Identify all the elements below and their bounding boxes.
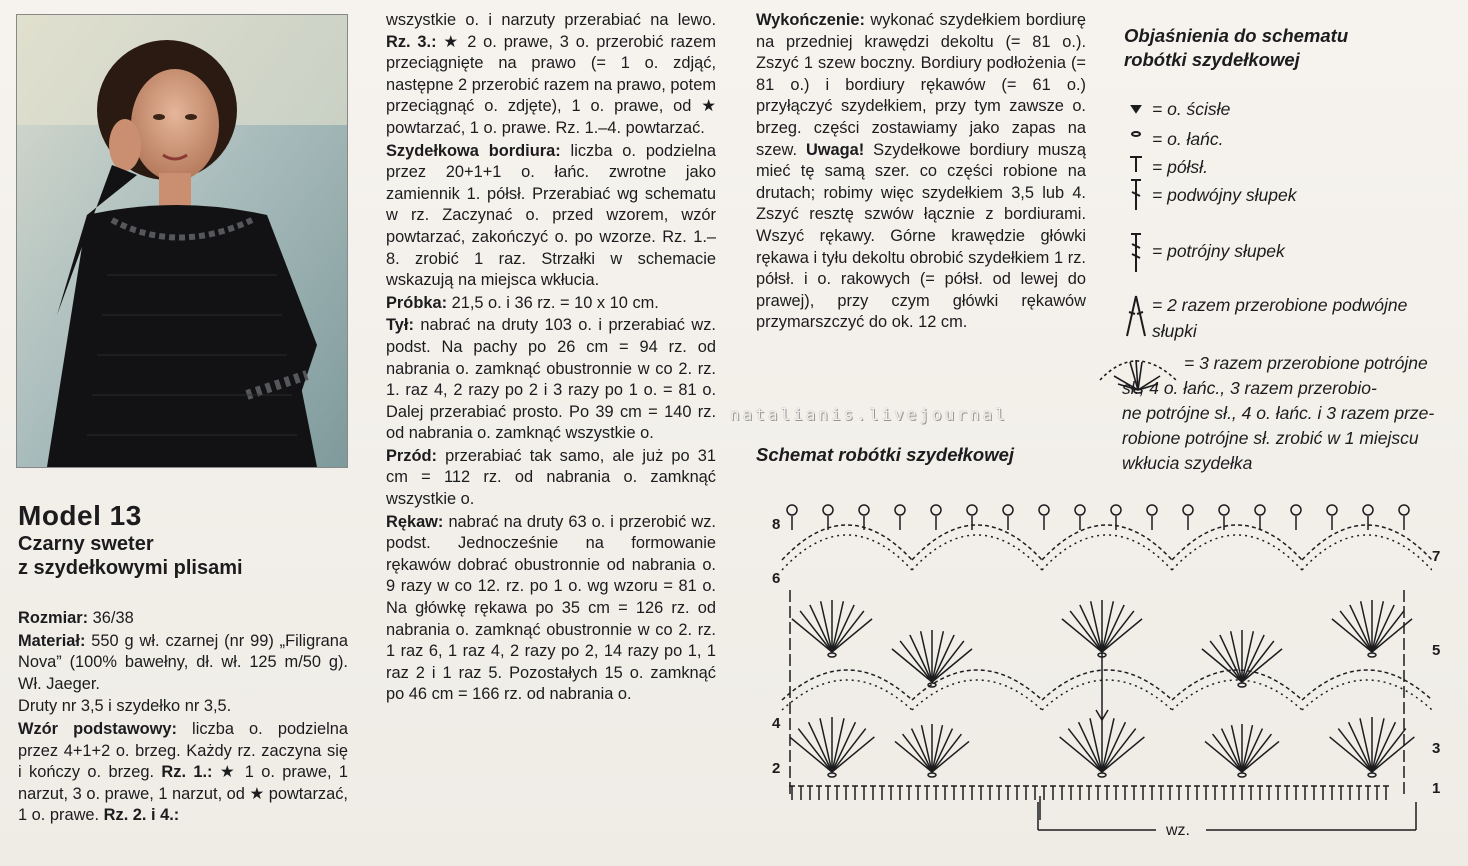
- rozmiar-paragraph: [18, 608, 348, 630]
- lower-fan-base: [1098, 773, 1106, 777]
- rozmiar-label: Rozmiar:: [18, 609, 89, 627]
- picot: [931, 505, 941, 515]
- top-arch: [912, 525, 1042, 560]
- row-label-6: 6: [772, 570, 781, 587]
- schema-title: Schemat robótki szydełkowej: [756, 444, 1015, 465]
- picot: [823, 505, 833, 515]
- top-arch-inner: [1172, 535, 1302, 570]
- model-photo: [16, 14, 348, 468]
- legend-symbols: [1124, 100, 1148, 340]
- picot: [1039, 505, 1049, 515]
- rekaw-text: nabrać na druty 63 o. i przerobić wz. podst. Jednocześnie na formowanie rękawów dobrać obustronnie od nabrania o. 9 razy w co 12. rz. po 1 o. wg wzoru = 81 o. Na główkę rękawa po 35 cm = 126 rz. od nabrania o. zamknąć obustronnie w co 2. rz. 1 raz 6, 1 raz 4, 2 razy po 2, 14 razy po 1, 1 raz 2 i 1 raz 5. Pozostałych 15 o. zamknąć po 46 cm = 166 rz. od nabrania o.: [386, 512, 716, 704]
- przod-text: przerabiać tak samo, ale już po 31 cm = 112 rz. od nabrania o. zamknąć wszystkie o.: [386, 446, 716, 509]
- legend-title: [1124, 24, 1454, 72]
- picot: [1003, 505, 1013, 515]
- tyl-label: Tył:: [386, 316, 414, 335]
- row-label-5: 5: [1432, 642, 1441, 659]
- wykonczenie-text-1: wykonać szydełkiem bordiurę na przedniej krawędzi dekoltu (= 81 o.). Zszyć 1 szew boczny. Bordiury podłożenia (= 81 o.) i bordiury rękawów (= 61 o.) przyłączyć szydełkiem, przy tym zawsze o. brzeg. części zostawiamy jako zapas na szew.: [756, 11, 1086, 159]
- rz3-text: ★ 2 o. prawe, 3 o. przerobić razem przeciągnięte na prawo (= 1 o. zdjąć, następne 2 przerobić razem na prawo, potem przeciągnąć o. zdjęte), 1 o. prawe, od ★ powtarzać, 1 o. prawe. Rz. 1.–4. powtarzać.: [386, 32, 716, 137]
- legend-item-cluster-line2: sł., 4 o. łańc., 3 razem przerobio-: [1122, 378, 1377, 398]
- top-arch: [782, 525, 912, 560]
- picot: [1399, 505, 1409, 515]
- rz1-label: Rz. 1.:: [161, 763, 213, 782]
- picot: [859, 505, 869, 515]
- text-column-2: [386, 10, 716, 707]
- legend-title-line2: robótki szydełkowej: [1124, 49, 1300, 70]
- upper-leaf-base: [1368, 653, 1376, 657]
- legend-item-ch: = o. łańc.: [1152, 129, 1224, 149]
- dc2tog-icon: [1127, 296, 1145, 336]
- wzor-paragraph: [18, 719, 348, 827]
- przod-paragraph: [386, 446, 716, 511]
- lower-leaf-base: [928, 773, 936, 777]
- tyl-paragraph: [386, 315, 716, 445]
- treble-crochet-icon: [1131, 234, 1141, 272]
- uwaga-label: Uwaga!: [805, 140, 865, 159]
- material-label: Materiał:: [18, 631, 86, 650]
- picot: [1255, 505, 1265, 515]
- top-arch-inner: [782, 535, 912, 570]
- picot: [1183, 505, 1193, 515]
- legend-item-sc: = o. ścisłe: [1152, 99, 1231, 119]
- row-label-8: 8: [772, 516, 781, 533]
- rz3-label: Rz. 3.:: [386, 32, 437, 51]
- material-text: 550 g wł. czarnej (nr 99) „Filigrana Nova” (100% bawełny, dł. wł. 125 m/50 g). Wł. Jaeger.: [18, 631, 348, 693]
- picot: [1075, 505, 1085, 515]
- top-arch-inner: [1302, 535, 1432, 570]
- legend-item-cluster-line3: ne potrójne sł., 4 o. łańc. i 3 razem prze-: [1122, 403, 1435, 423]
- row-label-7: 7: [1432, 548, 1441, 565]
- half-double-crochet-icon: [1130, 157, 1142, 172]
- wzor-text: liczba o. podzielna przez 4+1+2 o. brzeg. Każdy rz. zaczyna się i kończy o. brzeg.: [18, 719, 348, 782]
- model-subtitle: [18, 532, 338, 580]
- top-arch: [1302, 525, 1432, 560]
- picot: [1291, 505, 1301, 515]
- rz24-label: Rz. 2. i 4.:: [103, 806, 180, 825]
- upper-leaf-base: [828, 653, 836, 657]
- lower-leaf-base: [1238, 773, 1246, 777]
- rekaw-paragraph: [386, 512, 716, 706]
- text-column-3: [756, 10, 1086, 335]
- druty-paragraph: Druty nr 3,5 i szydełko nr 3,5.: [18, 697, 232, 716]
- crochet-diagram: [762, 490, 1432, 820]
- probka-label: Próbka:: [386, 293, 448, 312]
- rozmiar-text: 36/38: [88, 609, 134, 627]
- picot: [1327, 505, 1337, 515]
- picot: [1111, 505, 1121, 515]
- tyl-text: nabrać na druty 103 o. i przerabiać wz. podst. Na pachy po 26 cm = 94 rz. od nabrania o. zamknąć obustronnie w co 2. rz. 1. raz 4, 2 razy po 2 i 3 razy po 1 o. = 81 o. Dalej przerabiać prosto. Po 39 cm = 140 rz. od nabrania o. zamknąć wszystkie o.: [386, 316, 716, 443]
- legend-item-cluster-line5: wkłucia szydełka: [1122, 453, 1253, 473]
- lower-fan-base: [1368, 773, 1376, 777]
- model-subtitle-line1: Czarny sweter: [18, 533, 154, 555]
- picot: [1219, 505, 1229, 515]
- legend-item-dc2tog: = 2 razem przerobione podwójne: [1152, 295, 1408, 315]
- top-arch-inner: [1042, 535, 1172, 570]
- legend-item-tr: = potrójny słupek: [1152, 241, 1285, 261]
- wykonczenie-text-2: Szydełkowe bordiury muszą mieć tę samą szer. co części robione na drutach; robimy więc szydełkiem 3,5 lub 4. Zszyć resztę szwów łącznie z bordiurami. Wszyć rękawy. Górne krawędzie główki rękawa i tyłu dekoltu obrobić szydełkiem 1 rz. półsł. i o. rakowych (= półsł. od lewej do prawej), przy czym główki rękawów przymarszczyć do ok. 12 cm.: [756, 140, 1086, 332]
- legend-item-dc2tog-cont: słupki: [1152, 321, 1197, 341]
- text-column-1: [18, 608, 348, 828]
- rz1-text: ★ 1 o. prawe, 1 narzut, 3 o. prawe, 1 narzut, od ★ powtarzać, 1 o. prawe.: [18, 763, 348, 825]
- bordiura-paragraph: [386, 141, 716, 292]
- model-subtitle-line2: z szydełkowymi plisami: [18, 557, 243, 579]
- legend-item-hdc: = półsł.: [1152, 157, 1208, 177]
- row-label-3: 3: [1432, 740, 1441, 757]
- top-arch: [1172, 525, 1302, 560]
- probka-text: 21,5 o. i 36 rz. = 10 x 10 cm.: [447, 293, 659, 312]
- double-crochet-icon: [1131, 180, 1141, 210]
- picot: [787, 505, 797, 515]
- picot: [895, 505, 905, 515]
- picot: [1363, 505, 1373, 515]
- bordiura-label: Szydełkowa bordiura:: [386, 141, 561, 160]
- upper-fan-base: [1238, 683, 1246, 687]
- picot: [967, 505, 977, 515]
- chain-stitch-icon: [1132, 132, 1140, 136]
- top-arch-inner: [912, 535, 1042, 570]
- przod-label: Przód:: [386, 446, 437, 465]
- model-title: Model 13: [18, 500, 142, 531]
- lower-fan-base: [828, 773, 836, 777]
- legend-item-dc: = podwójny słupek: [1152, 185, 1297, 205]
- wykonczenie-paragraph: [756, 10, 1086, 334]
- repeat-label: wz.: [1166, 822, 1190, 839]
- p1-text: wszystkie o. i narzuty przerabiać na lewo.: [386, 11, 716, 29]
- legend-item-cluster-line4: robione potrójne sł. zrobić w 1 miejscu: [1122, 428, 1419, 448]
- row-label-1: 1: [1432, 780, 1441, 797]
- slip-stitch-icon: [1132, 106, 1140, 112]
- legend-item-cluster: = 3 razem przerobione potrójne: [1184, 353, 1428, 373]
- row-label-4: 4: [772, 715, 781, 732]
- rekaw-label: Rękaw:: [386, 512, 444, 531]
- bordiura-text: liczba o. podzielna przez 20+1+1 o. łańc. zwrotne jako zamiennik 1. półsł. Przerabiać wg schematu w rz. Zaczynać o. przed wzorem, wzór powtarzać, zakończyć o. po wzorze. Rz. 1.–8. zrobić 1 raz. Strzałki w schemacie wskazują na miejsca wkłucia.: [386, 141, 716, 290]
- picot: [1147, 505, 1157, 515]
- legend-title-line1: Objaśnienia do schematu: [1124, 25, 1349, 46]
- watermark: natalianis.livejournal: [730, 405, 1008, 424]
- material-paragraph: [18, 631, 348, 696]
- probka-paragraph: [386, 293, 716, 315]
- row-label-2: 2: [772, 760, 781, 777]
- wzor-label: Wzór podstawowy:: [18, 719, 177, 738]
- rz3-paragraph: [386, 10, 716, 140]
- repeat-bracket-line: [1036, 800, 1428, 840]
- wykonczenie-label: Wykończenie:: [756, 11, 865, 29]
- top-arch: [1042, 525, 1172, 560]
- model-photo-illustration: [17, 15, 347, 467]
